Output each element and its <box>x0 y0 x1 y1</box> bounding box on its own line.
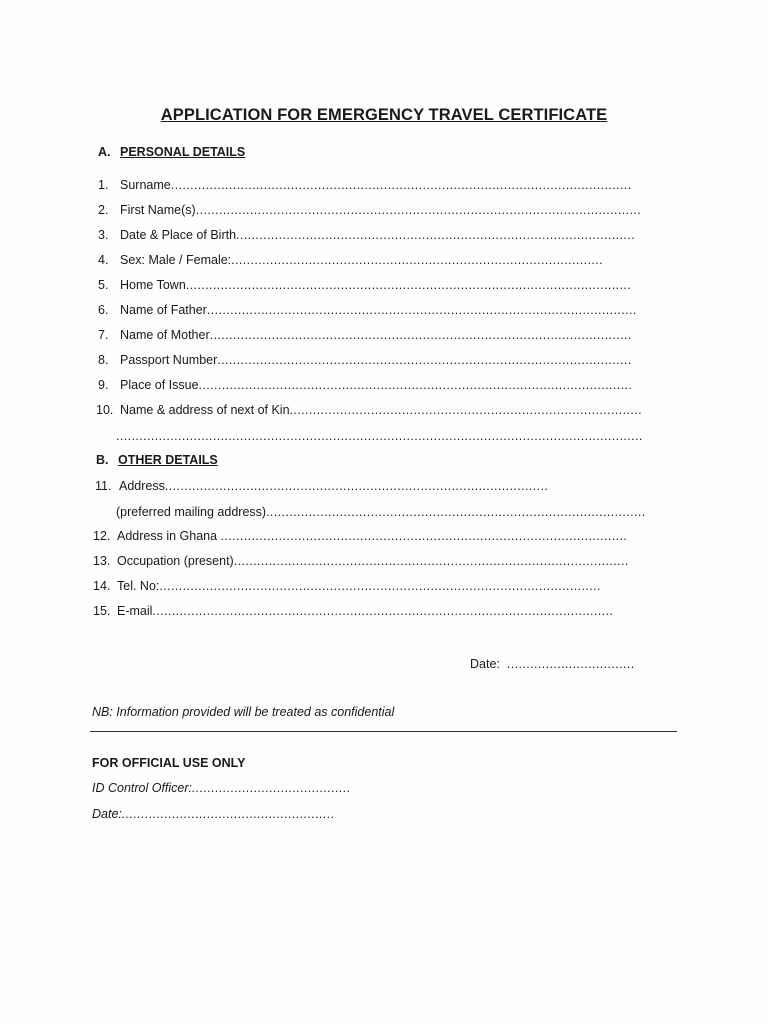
field-label: Tel. No: <box>117 579 160 593</box>
field-dots: ........................................................................................................... <box>217 353 632 367</box>
field-label: Name of Father <box>120 303 207 317</box>
field-dots: .................................................................................................. <box>266 505 646 519</box>
field-address-in-ghana[interactable] <box>93 528 648 544</box>
field-label: ID Control Officer: <box>92 781 193 795</box>
field-number: 3. <box>98 228 109 242</box>
field-passport-number[interactable] <box>98 352 656 368</box>
signature-date-field[interactable] <box>470 656 642 672</box>
field-number: 10. <box>96 403 114 417</box>
field-address[interactable] <box>95 478 575 494</box>
field-dots: ......................................................................................................... <box>220 529 628 543</box>
field-number: 9. <box>98 378 109 392</box>
field-next-of-kin-continuation[interactable] <box>116 428 662 444</box>
field-dots: ....................................................................................................................... <box>152 604 614 618</box>
field-dots: ........................................................................................... <box>289 403 642 417</box>
field-number: 12. <box>93 529 111 543</box>
field-label: Name & address of next of Kin <box>120 403 290 417</box>
field-label: (preferred mailing address) <box>116 505 267 519</box>
field-number: 11. <box>95 479 112 493</box>
field-label: Address in Ghana <box>117 529 221 543</box>
field-dots: ................................................................................................... <box>164 479 549 493</box>
divider-line <box>90 731 677 732</box>
field-dots: ......................................... <box>192 781 351 795</box>
field-number: 5. <box>98 278 109 292</box>
field-dots: ................................................................................................................... <box>195 203 642 217</box>
field-occupation[interactable] <box>93 553 657 569</box>
field-dots: ................................................................................................................... <box>185 278 632 292</box>
field-number: 1. <box>98 178 109 192</box>
field-dots: ....................................................................................................... <box>236 228 635 242</box>
field-dots: ................................. <box>506 657 635 671</box>
field-date-place-of-birth[interactable] <box>98 227 668 243</box>
field-dots: ....................................................... <box>121 807 335 821</box>
field-number: 6. <box>98 303 109 317</box>
field-official-date[interactable] <box>92 806 346 822</box>
field-label: First Name(s) <box>120 203 196 217</box>
field-number: 15. <box>93 604 111 618</box>
field-next-of-kin[interactable] <box>96 402 662 418</box>
field-first-names[interactable] <box>98 202 666 218</box>
section-a-letter: A. <box>98 145 111 159</box>
field-label: Date & Place of Birth <box>120 228 237 242</box>
field-number: 13. <box>93 554 111 568</box>
field-dots: ................................................................................................ <box>231 253 603 267</box>
field-label: Passport Number <box>120 353 218 367</box>
field-telephone[interactable] <box>93 578 645 594</box>
field-label: E-mail <box>117 604 153 618</box>
field-label: Surname <box>120 178 171 192</box>
field-label: Address <box>119 479 165 493</box>
field-id-control-officer[interactable] <box>92 780 354 796</box>
field-number: 7. <box>98 328 109 342</box>
section-a-title: PERSONAL DETAILS <box>120 145 246 159</box>
field-preferred-mailing-address[interactable] <box>116 504 657 520</box>
field-dots: .................................................................................................................. <box>159 579 601 593</box>
field-dots: ................................................................................................................ <box>198 378 633 392</box>
field-label: Sex: Male / Female: <box>120 253 232 267</box>
field-dots: ............................................................................................................. <box>209 328 632 342</box>
field-dots: ...................................................................................................... <box>233 554 629 568</box>
field-number: 4. <box>98 253 109 267</box>
field-name-of-mother[interactable] <box>98 327 654 343</box>
form-title: APPLICATION FOR EMERGENCY TRAVEL CERTIFICATE <box>160 106 608 124</box>
field-dots: ............................................................................................................... <box>206 303 637 317</box>
field-email[interactable] <box>93 603 659 619</box>
date-label: Date: <box>470 657 500 671</box>
field-label: Occupation (present) <box>117 554 234 568</box>
field-number: 14. <box>93 579 111 593</box>
field-label: Name of Mother <box>120 328 210 342</box>
field-place-of-issue[interactable] <box>98 377 655 393</box>
field-name-of-father[interactable] <box>98 302 662 318</box>
confidentiality-note: NB: Information provided will be treated as confidential <box>92 705 395 719</box>
field-home-town[interactable] <box>98 277 660 293</box>
official-use-heading: FOR OFFICIAL USE ONLY <box>92 756 246 770</box>
field-number: 2. <box>98 203 109 217</box>
field-label: Place of Issue <box>120 378 199 392</box>
section-b-title: OTHER DETAILS <box>118 453 218 467</box>
field-number: 8. <box>98 353 109 367</box>
field-sex[interactable] <box>98 252 662 268</box>
section-a-heading <box>98 145 245 159</box>
section-b-letter: B. <box>96 453 109 467</box>
field-dots: ........................................................................................................................................ <box>116 429 643 443</box>
field-surname[interactable] <box>98 177 666 193</box>
section-b-heading <box>96 453 218 467</box>
field-dots: ....................................................................................................................... <box>170 178 632 192</box>
field-label: Home Town <box>120 278 186 292</box>
field-label: Date: <box>92 807 122 821</box>
